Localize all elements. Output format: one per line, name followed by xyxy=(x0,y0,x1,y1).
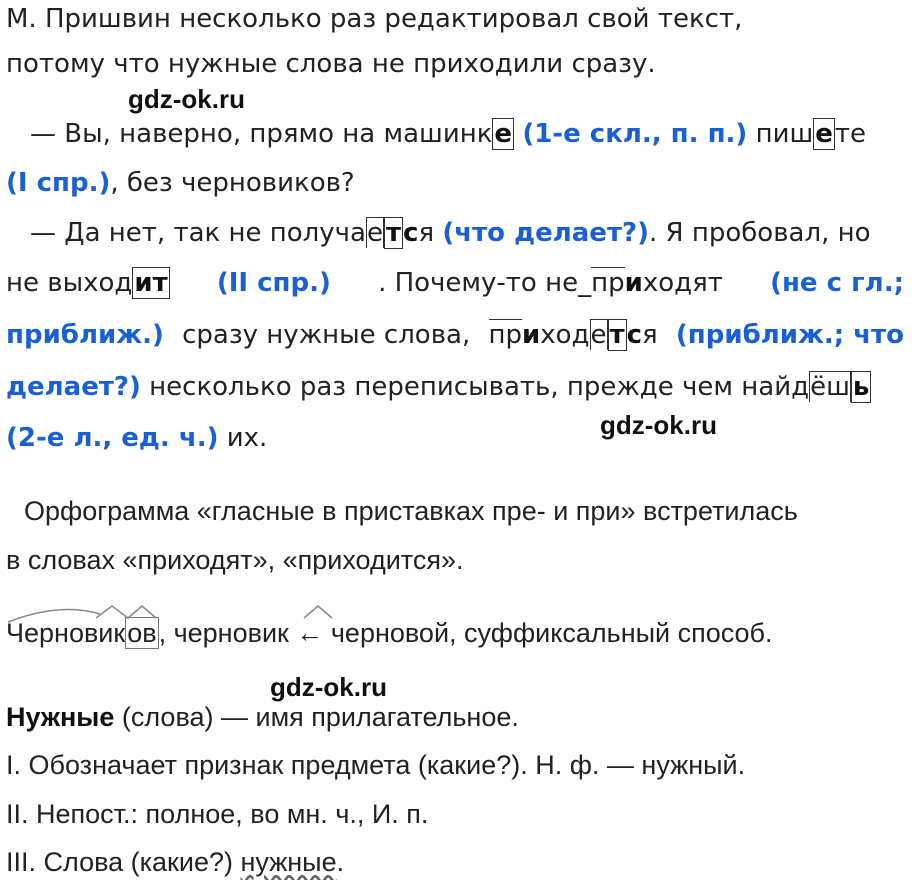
para1-line1 xyxy=(6,2,904,36)
text: — Вы, наверно, прямо на машинк xyxy=(30,119,493,149)
grammar-note: (1-е скл., п. п.) xyxy=(522,119,748,149)
analysis-point-i xyxy=(6,748,745,782)
watermark: gdz-ok.ru xyxy=(600,410,717,440)
text: черновой, суффиксальный способ. xyxy=(323,618,773,648)
ending-box: ёш xyxy=(810,372,850,402)
analysis-point-iii xyxy=(6,845,344,879)
para4-line2 xyxy=(6,543,463,577)
grammar-note: (I спр.) xyxy=(6,168,111,198)
text: Орфограмма «гласные в приставках пре- и при» встретилась xyxy=(24,496,798,526)
text: ход xyxy=(540,320,590,350)
arrow-icon: ← xyxy=(296,618,324,648)
para2-line2 xyxy=(6,166,355,200)
text: III. Слова (какие?) xyxy=(6,847,241,877)
para3-line3 xyxy=(6,318,904,352)
analysis-point-ii xyxy=(6,797,428,831)
ending-box: ов xyxy=(127,618,157,648)
text: . xyxy=(336,847,345,877)
analyzed-word: Нужные xyxy=(6,702,115,732)
grammar-note: (не с гл.; xyxy=(770,268,904,298)
ending-box: т xyxy=(609,320,625,350)
suffix-letter: с xyxy=(626,320,643,350)
watermark: gdz-ok.ru xyxy=(128,84,245,114)
text: . Я пробовал, но xyxy=(648,218,871,248)
text: их. xyxy=(218,423,268,453)
text: М. Пришвин несколько раз редактировал свой текст, xyxy=(6,4,743,34)
para4-line1 xyxy=(24,494,798,528)
grammar-note: приближ.) xyxy=(6,320,164,350)
para3-line5 xyxy=(6,421,267,455)
suffix-letter: с xyxy=(403,218,419,248)
ending-box: ь xyxy=(852,372,870,402)
text: я xyxy=(418,218,435,248)
grammar-note: (приближ.; что xyxy=(675,320,904,350)
underlined-word: нужные xyxy=(240,847,337,877)
para3-line1 xyxy=(30,216,871,250)
para2-line1 xyxy=(30,117,866,151)
text: — Да нет, так не получа xyxy=(30,218,366,248)
text: пиш xyxy=(755,119,814,149)
text: , без черновиков? xyxy=(110,168,355,198)
vowel-letter: и xyxy=(624,268,643,298)
ending-box: е xyxy=(494,119,513,149)
ending-box: т xyxy=(385,218,402,248)
para3-line2 xyxy=(6,266,904,300)
vowel-letter: и xyxy=(522,320,541,350)
grammar-note: (II спр.) xyxy=(216,268,331,298)
text: сразу нужные слова, xyxy=(182,320,471,350)
text: Черновик xyxy=(6,618,126,648)
text: я xyxy=(642,320,658,350)
prefix: пр xyxy=(488,320,523,350)
text: в словах «приходят», «приходится». xyxy=(6,545,464,575)
watermark: gdz-ok.ru xyxy=(270,672,387,702)
text: потому что нужные слова не приходили сразу. xyxy=(6,49,656,79)
grammar-note: (что делает?) xyxy=(442,218,649,248)
text: те xyxy=(834,119,867,149)
para3-line4 xyxy=(6,370,871,404)
text: I. Обозначает признак предмета (какие?). Н. ф. — нужный. xyxy=(6,750,746,780)
morph-line xyxy=(6,616,773,650)
grammar-note: делает?) xyxy=(6,372,141,402)
grammar-note: (2-е л., ед. ч.) xyxy=(6,423,219,453)
analysis-title xyxy=(6,700,519,734)
text: II. Непост.: полное, во мн. ч., И. п. xyxy=(6,799,429,829)
text: не выход xyxy=(6,268,133,298)
text: ходят xyxy=(642,268,723,298)
ending-box: ит xyxy=(134,268,168,298)
gap-mark: _ xyxy=(578,268,592,298)
para1-line2 xyxy=(6,47,656,81)
prefix: пр xyxy=(591,268,625,298)
text: . Почему-то не xyxy=(378,268,579,298)
ending-box: е xyxy=(590,320,607,350)
text: несколько раз переписывать, прежде чем найд xyxy=(140,372,810,402)
text: (слова) — имя прилагательное. xyxy=(114,702,519,732)
text: , черновик xyxy=(158,618,297,648)
ending-box: е xyxy=(366,218,383,248)
ending-box: е xyxy=(815,119,833,149)
